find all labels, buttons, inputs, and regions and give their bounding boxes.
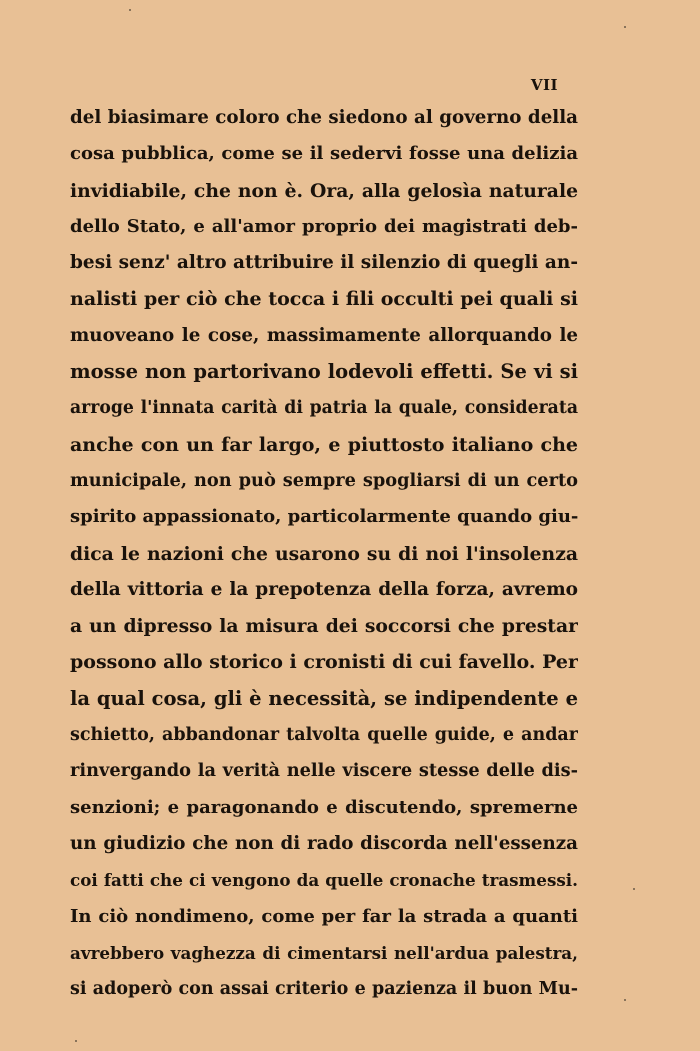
paper-speck — [624, 26, 626, 28]
text-line: schietto, abbandonar talvolta quelle guide, e andar — [70, 725, 578, 746]
text-line: dica le nazioni che usarono su di noi l'insolenza — [70, 542, 578, 565]
text-line: possono allo storico i cronisti di cui favello. Per — [70, 651, 578, 674]
text-line: un giudizio che non di rado discorda nell'essenza — [70, 832, 578, 854]
text-line: mosse non partorivano lodevoli effetti. Se vi si — [70, 360, 578, 384]
text-line: coi fatti che ci vengono da quelle cronache trasmessi. — [70, 870, 578, 891]
text-line: muoveano le cose, massimamente allorquando le — [70, 324, 578, 346]
text-line: besi senz' altro attribuire il silenzio di quegli an- — [70, 252, 578, 274]
text-line: rinvergando la verità nelle viscere stesse delle dis- — [70, 760, 578, 782]
text-line: avrebbero vaghezza di cimentarsi nell'ardua palestra, — [70, 942, 578, 963]
paper-speck — [633, 888, 635, 890]
text-line: si adoperò con assai criterio e pazienza il buon Mu- — [70, 979, 578, 1000]
text-line: municipale, non può sempre spogliarsi di un certo — [70, 469, 578, 491]
page-number: VII — [530, 76, 558, 94]
text-line: invidiabile, che non è. Ora, alla gelosìa naturale — [70, 179, 578, 202]
paper-speck — [624, 999, 626, 1001]
text-line: del biasimare coloro che siedono al governo della — [70, 107, 578, 128]
paper-speck — [129, 9, 131, 11]
paper-speck — [75, 1040, 77, 1042]
text-line: senzioni; e paragonando e discutendo, spremerne — [70, 796, 578, 818]
text-line: nalisti per ciò che tocca i fili occulti pei quali si — [70, 288, 578, 311]
text-line: In ciò nondimeno, come per far la strada a quanti — [70, 905, 578, 927]
text-line: la qual cosa, gli è necessità, se indipendente e — [70, 686, 578, 710]
text-line: cosa pubblica, come se il sedervi fosse una delizia — [70, 143, 578, 165]
text-line: arroge l'innata carità di patria la quale, considerata — [70, 398, 578, 419]
text-line: spirito appassionato, particolarmente quando giu- — [70, 506, 578, 528]
body-text — [70, 100, 578, 1007]
text-line: dello Stato, e all'amor proprio dei magistrati deb- — [70, 215, 578, 237]
text-line: a un dipresso la misura dei soccorsi che prestar — [70, 615, 578, 638]
text-line: anche con un far largo, e piuttosto italiano che — [70, 433, 578, 456]
text-line: della vittoria e la prepotenza della forza, avremo — [70, 578, 578, 600]
